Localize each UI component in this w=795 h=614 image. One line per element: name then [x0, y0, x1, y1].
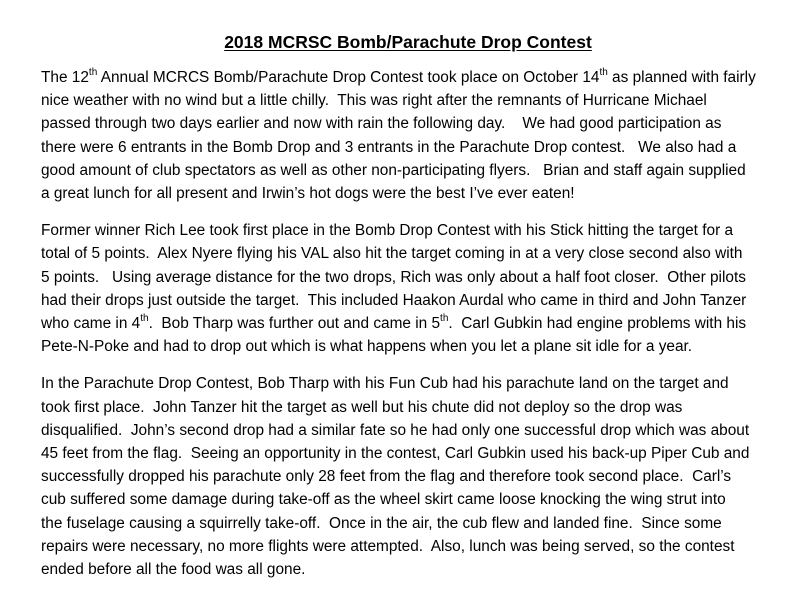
text-line — [41, 136, 761, 159]
text-line — [41, 219, 761, 242]
text-line — [41, 89, 761, 112]
text-line — [41, 66, 761, 89]
text-segment: disqualified. John’s second drop had a similar fate so he had only one successful drop which was about — [41, 421, 750, 439]
paragraph-1 — [41, 66, 761, 205]
text-line — [41, 465, 761, 488]
text-segment: In the Parachute Drop Contest, Bob Tharp with his Fun Cub had his parachute land on the target and — [41, 375, 729, 393]
paragraph-3 — [41, 372, 761, 581]
text-segment: repairs were necessary, no more flights were attempted. Also, lunch was being served, so the contest — [41, 537, 735, 555]
text-segment: the fuselage causing a squirrelly take-off. Once in the air, the cub flew and landed fine. Since some — [41, 514, 722, 532]
ordinal-suffix: th — [140, 312, 149, 324]
text-line — [41, 112, 761, 135]
text-line — [41, 558, 761, 581]
ordinal-suffix: th — [440, 312, 449, 324]
text-segment: ended before all the food was all gone. — [41, 561, 306, 579]
text-line — [41, 488, 761, 511]
text-line — [41, 242, 761, 265]
text-segment: who came in 4 — [41, 315, 141, 333]
text-segment: passed through two days earlier and now with rain the following day. We had good participation as — [41, 115, 722, 133]
text-line — [41, 289, 761, 312]
document-page — [41, 28, 761, 595]
paragraph-2 — [41, 219, 761, 358]
text-line — [41, 442, 761, 465]
text-segment: nice weather with no wind but a little chilly. This was right after the remnants of Hurricane Michael — [41, 92, 707, 110]
text-segment: Pete-N-Poke and had to drop out which is what happens when you let a plane sit idle for a year. — [41, 338, 693, 356]
text-segment: The 12 — [41, 69, 89, 86]
text-segment: 5 points. Using average distance for the two drops, Rich was only about a half foot closer. Other pilots — [41, 268, 746, 286]
text-segment: successfully dropped his parachute only 28 feet from the flag and therefore took second place. Carl’s — [41, 468, 732, 486]
text-line — [41, 372, 761, 395]
text-line — [41, 419, 761, 442]
text-line — [41, 335, 761, 358]
text-segment: good amount of club spectators as well as other non-participating flyers. Brian and staff again supplied — [41, 161, 746, 179]
text-line — [41, 182, 761, 205]
text-segment: there were 6 entrants in the Bomb Drop and 3 entrants in the Parachute Drop contest. We also had a — [41, 138, 737, 156]
text-segment: 45 feet from the flag. Seeing an opportunity in the contest, Carl Gubkin used his back-up Piper Cub and — [41, 445, 750, 463]
text-segment: . Bob Tharp was further out and came in 5 — [148, 315, 441, 333]
ordinal-suffix: th — [88, 66, 98, 78]
document-title: 2018 MCRSC Bomb/Parachute Drop Contest — [224, 32, 592, 52]
text-segment: took first place. John Tanzer hit the target as well but his chute did not deploy so the drop was — [41, 398, 683, 416]
text-line — [41, 396, 761, 419]
ordinal-suffix: th — [599, 66, 608, 78]
text-segment: had their drops just outside the target. This included Haakon Aurdal who came in third and John Tanzer — [41, 291, 747, 309]
text-line — [41, 512, 761, 535]
text-segment: a great lunch for all present and Irwin’s hot dogs were the best I’ve ever eaten! — [41, 185, 575, 203]
text-segment: Annual MCRCS Bomb/Parachute Drop Contest took place on October 14 — [97, 69, 600, 86]
text-line — [41, 266, 761, 289]
document-body — [41, 66, 761, 581]
text-segment: . Carl Gubkin had engine problems with his — [448, 315, 747, 333]
text-segment: as planned with fairly — [607, 69, 756, 86]
text-line — [41, 159, 761, 182]
text-line — [41, 535, 761, 558]
text-segment: cub suffered some damage during take-off as the wheel skirt came loose knocking the wing strut into — [41, 491, 726, 509]
text-segment: Former winner Rich Lee took first place in the Bomb Drop Contest with his Stick hitting the target for a — [41, 222, 734, 240]
text-segment: total of 5 points. Alex Nyere flying his VAL also hit the target coming in at a very close second also with — [41, 245, 743, 263]
text-line — [41, 312, 761, 335]
